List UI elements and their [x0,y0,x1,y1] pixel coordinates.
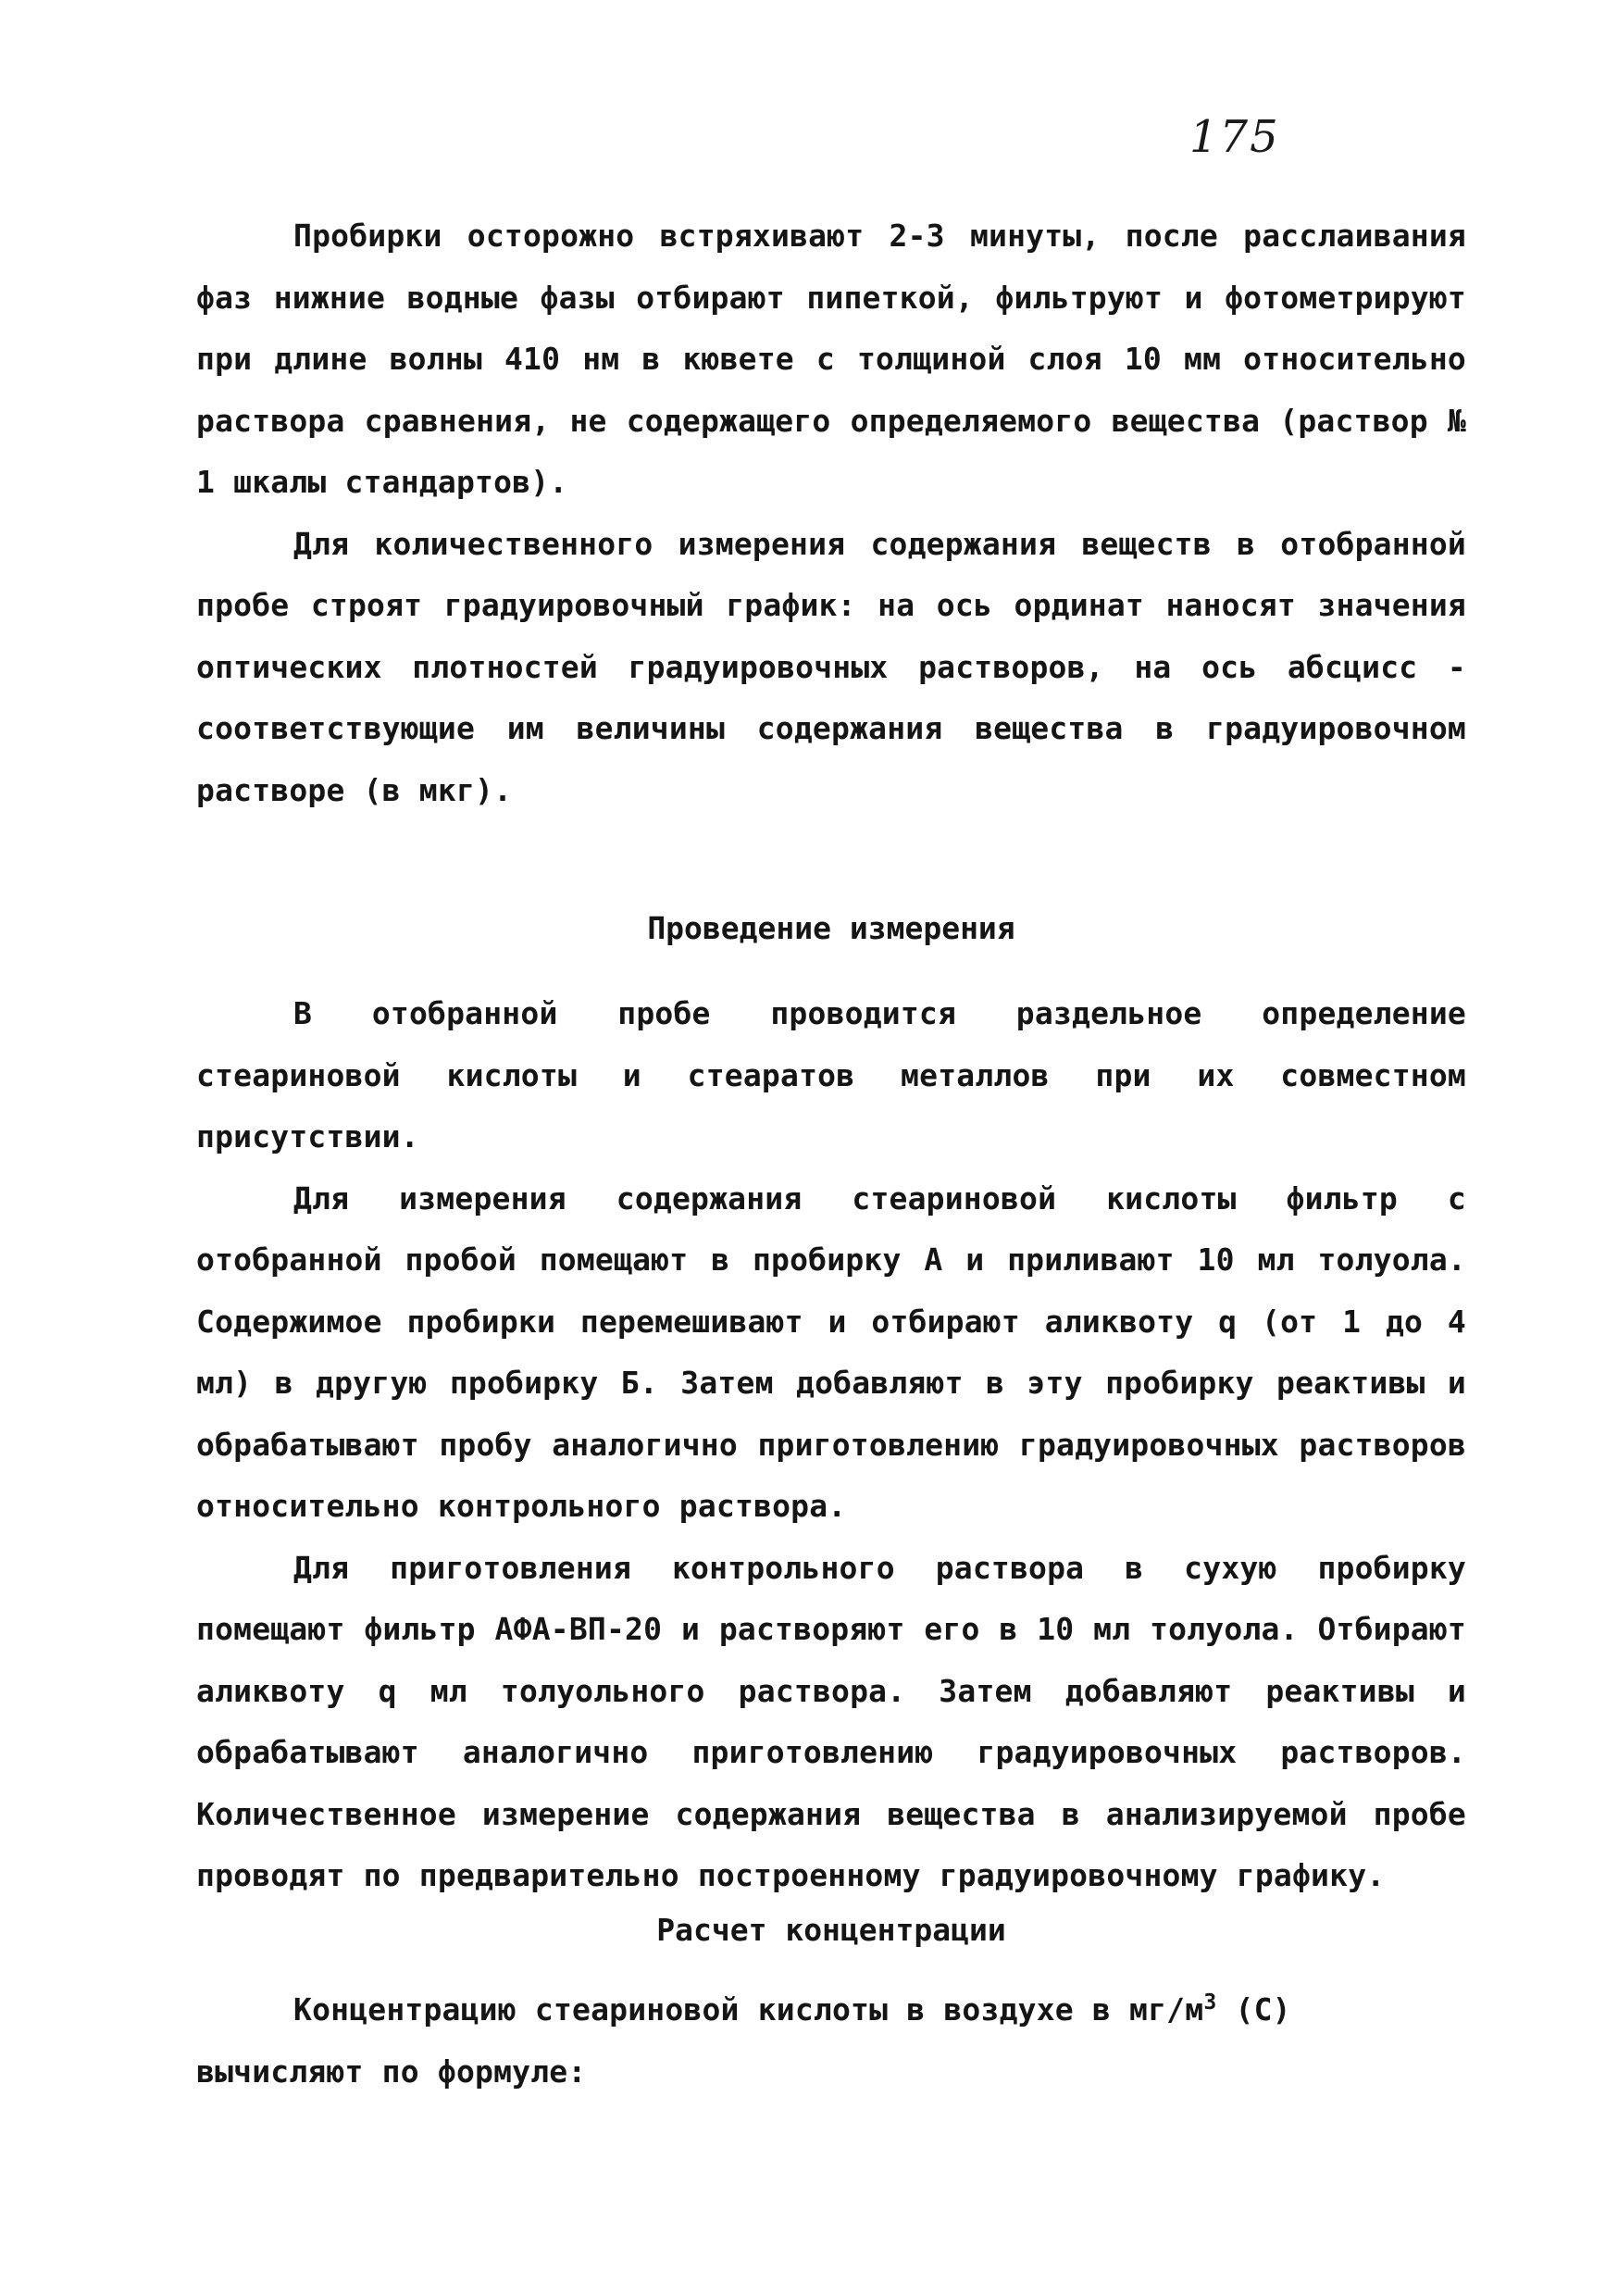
page-number: 175 [1189,111,1280,163]
paragraph-calibration-graph: Для количественного измерения содержания веществ в отобранной пробе строят градуировочный график: на ось ординат наносят значения оптических плотностей градуировочных растворов, на ось абсцисс - соответствующие им величины содержания вещества в градуировочном растворе (в мкг). [196,525,1466,808]
section-preparation-text [196,206,1466,821]
paragraph-separate-determination: В отобранной пробе проводится раздельное определение стеариновой кислоты и стеаратов металлов при их совместном присутствии. [196,995,1466,1154]
section-measurement-text [196,983,1466,1907]
cubic-superscript: 3 [1203,1990,1217,2015]
paragraph-control-solution: Для приготовления контрольного раствора в сухую пробирку помещают фильтр АФА-ВП-20 и растворяют его в 10 мл толуола. Отбирают аликвоту q мл толуольного раствора. Затем добавляют реактивы и обрабатывают аналогично приготовлению градуировочных растворов. Количественное измерение содержания вещества в анализируемой пробе проводят по предварительно построенному градуировочному графику. [196,1549,1466,1893]
paragraph-concentration-intro [196,1979,1466,2041]
paragraph-formula-lead: вычисляют по формуле: [196,2053,587,2090]
paragraph-shaking-photometry: Пробирки осторожно встряхивают 2-3 минуты, после расслаивания фаз нижние водные фазы отбирают пипеткой, фильтруют и фотометрируют при длине волны 410 нм в кювете с толщиной слоя 10 мм относительно раствора сравнения, не содержащего определяемого вещества (раствор № 1 шкалы стандартов). [196,218,1466,500]
concentration-text: Концентрацию стеариновой кислоты в воздухе в мг/м [293,1991,1204,2028]
paragraph-stearic-acid-measurement: Для измерения содержания стеариновой кислоты фильтр с отобранной пробой помещают в пробирку А и приливают 10 мл толуола. Содержимое пробирки перемешивают и отбирают аликвоту q (от 1 до 4 мл) в другую пробирку Б. Затем добавляют в эту пробирку реактивы и обрабатывают пробу аналогично приготовлению градуировочных растворов относительно контрольного раствора. [196,1179,1466,1524]
section-calculation-text [196,1979,1466,2103]
concentration-symbol: (С) [1216,1991,1291,2028]
heading-calculation: Расчет концентрации [656,1912,1006,1948]
heading-measurement: Проведение измерения [647,910,1015,946]
